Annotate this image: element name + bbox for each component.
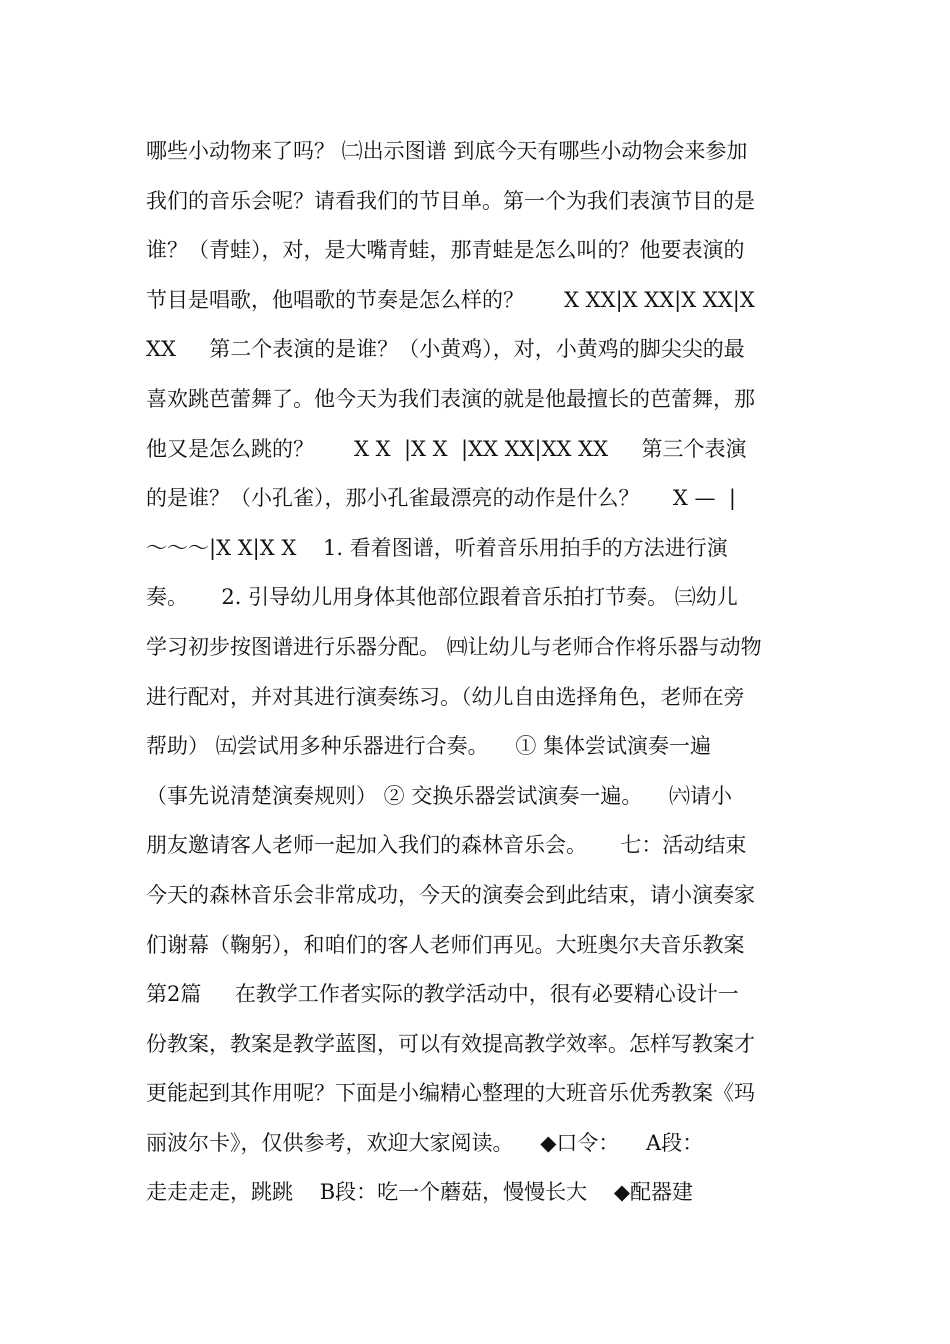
text-line: 丽波尔卡》，仅供参考，欢迎大家阅读。 ◆口令： A段： [146, 1130, 704, 1155]
text-line: XX 第二个表演的是谁？（小黄鸡），对，小黄鸡的脚尖尖的最 [146, 337, 745, 362]
text-line: 哪些小动物来了吗？ ㈡出示图谱 到底今天有哪些小动物会来参加 [146, 139, 748, 163]
text-line: 我们的音乐会呢？请看我们的节目单。第一个为我们表演节目的是 [146, 188, 755, 213]
text-line: 第2篇 在教学工作者实际的教学活动中，很有必要精心设计一 [146, 982, 739, 1007]
text-line: 朋友邀请客人老师一起加入我们的森林音乐会。 七：活动结束 [146, 833, 747, 858]
text-line: 奏。 2. 引导幼儿用身体其他部位跟着音乐拍打节奏。 ㈢幼儿 [146, 585, 738, 610]
text-line: 他又是怎么跳的？ X X |X X |XX XX|XX XX 第三个表演 [146, 436, 747, 461]
text-line: ～～～|X X|X X 1. 看着图谱，听着音乐用拍手的方法进行演 [146, 535, 728, 560]
text-line: 们谢幕（鞠躬），和咱们的客人老师们再见。大班奥尔夫音乐教案 [146, 932, 745, 957]
text-line: 帮助） ㈤尝试用多种乐器进行合奏。 ① 集体尝试演奏一遍 [146, 734, 712, 759]
body-text [146, 127, 808, 1218]
text-line: 今天的森林音乐会非常成功，今天的演奏会到此结束，请小演奏家 [146, 882, 755, 907]
text-line: 的是谁？（小孔雀），那小孔雀最漂亮的动作是什么？ X — | [146, 486, 736, 511]
text-line: （事先说清楚演奏规则） ② 交换乐器尝试演奏一遍。 ㈥请小 [146, 783, 733, 808]
text-line: 喜欢跳芭蕾舞了。他今天为我们表演的就是他最擅长的芭蕾舞，那 [146, 386, 755, 411]
text-line: 走走走走，跳跳 B段：吃一个蘑菇，慢慢长大 ◆配器建 [146, 1180, 693, 1205]
text-line: 节目是唱歌，他唱歌的节奏是怎么样的？ X XX|X XX|X XX|X [146, 287, 755, 312]
text-line: 份教案，教案是教学蓝图，可以有效提高教学效率。怎样写教案才 [146, 1031, 755, 1056]
text-line: 更能起到其作用呢？下面是小编精心整理的大班音乐优秀教案《玛 [146, 1081, 755, 1106]
text-line: 进行配对，并对其进行演奏练习。（幼儿自由选择角色，老师在旁 [146, 684, 745, 709]
text-line: 谁？（青蛙），对，是大嘴青蛙，那青蛙是怎么叫的？他要表演的 [146, 238, 745, 263]
text-line: 学习初步按图谱进行乐器分配。 ㈣让幼儿与老师合作将乐器与动物 [146, 634, 762, 659]
